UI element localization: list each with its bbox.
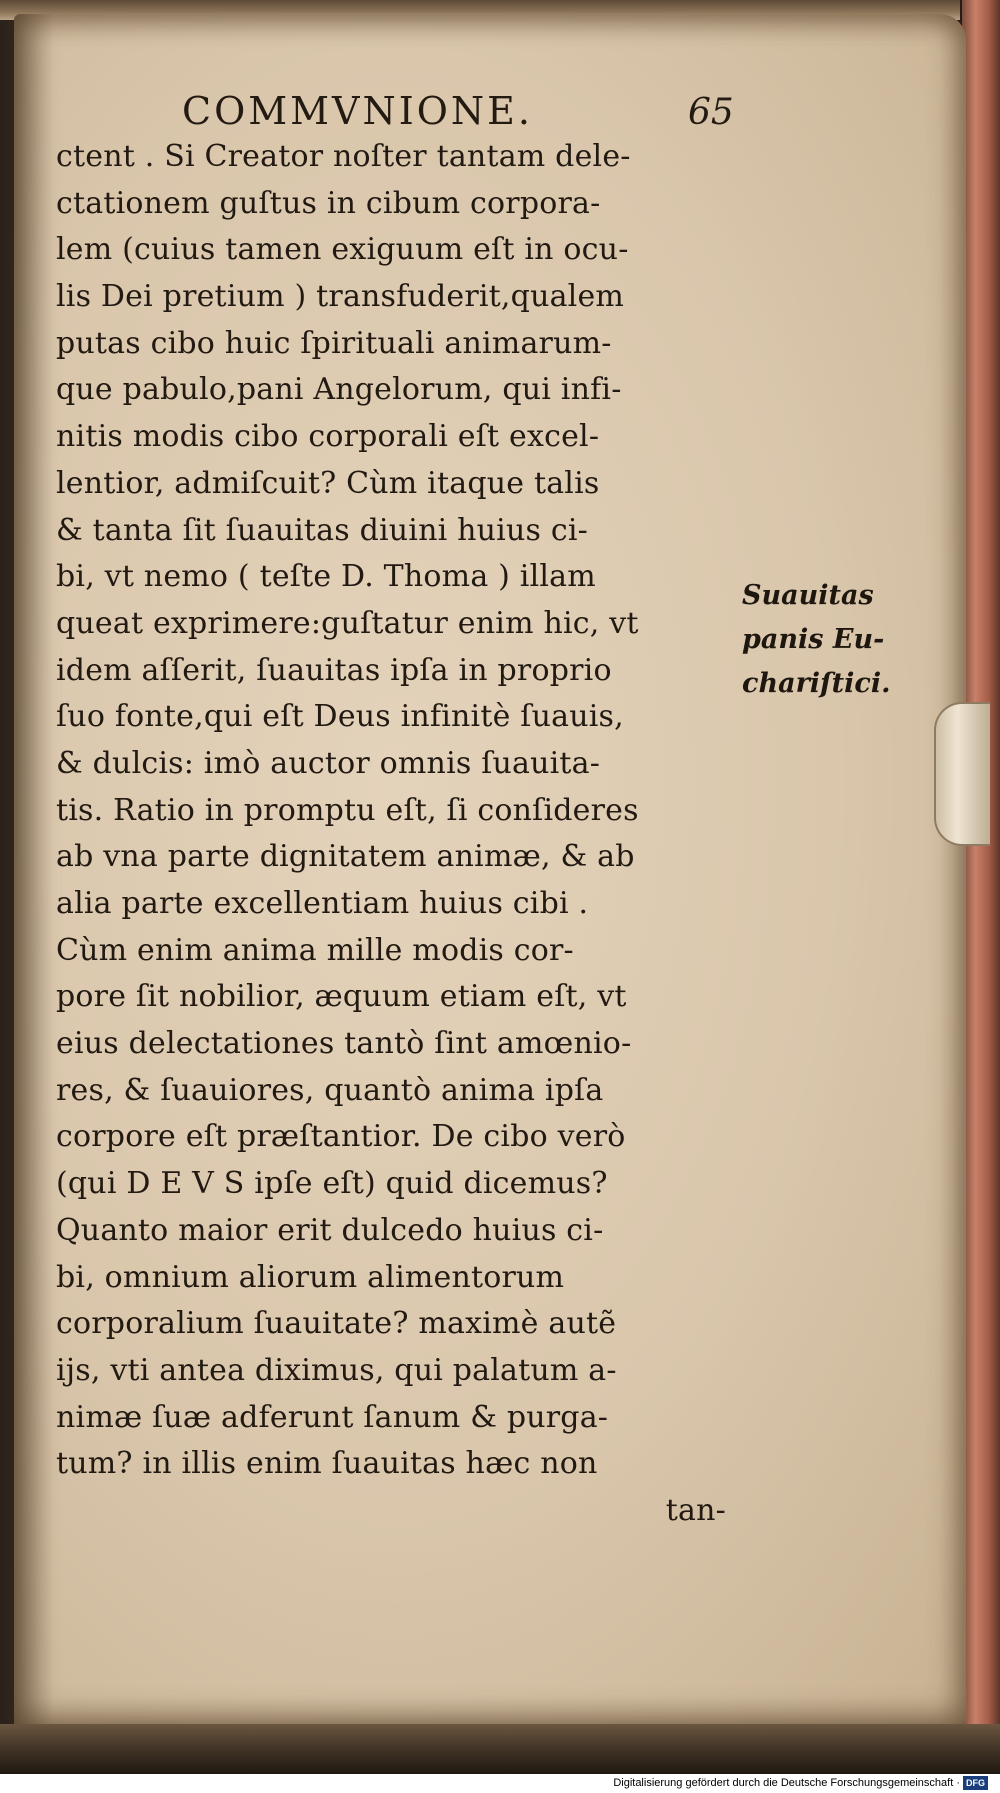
text-line: lis Dei pretium ) transfuderit,qualem [56, 279, 625, 315]
text-line: ſuo fonte,qui eſt Deus infinitè ſuauis, [56, 699, 624, 735]
text-line: queat exprimere:guſtatur enim hic, vt [56, 605, 639, 641]
dfg-logo-icon: DFG [963, 1776, 988, 1790]
text-line: eius delectationes tantò ſint amœnio- [56, 1026, 632, 1062]
marginal-note-line: chariſtici. [742, 668, 891, 699]
text-line: alia parte excellentiam huius cibi . [56, 886, 589, 921]
text-line: bi, omnium aliorum alimentorum [56, 1259, 565, 1295]
book-bottom-edge [0, 1724, 1000, 1774]
text-line: bi, vt nemo ( teſte D. Thoma ) illam [56, 559, 596, 595]
text-line: & tanta ſit ſuauitas diuini huius ci- [56, 512, 588, 548]
book-cover-edge [962, 0, 1000, 1760]
marginal-note [742, 574, 918, 706]
marginal-note-line: Suauitas [742, 580, 874, 611]
text-line: corpore eſt præſtantior. De cibo verò [56, 1119, 626, 1155]
text-line: & dulcis: imò auctor omnis ſuauita- [56, 745, 601, 781]
text-line: lentior, admiſcuit? Cùm itaque talis [56, 465, 600, 501]
text-line: putas cibo huic ſpirituali animarum- [56, 325, 612, 361]
text-line: nitis modis cibo corporali eſt excel- [56, 419, 600, 455]
text-line: Cùm enim anima mille modis cor- [56, 932, 574, 968]
text-line: tis. Ratio in promptu eſt, ſi conſideres [56, 792, 639, 828]
text-line: ab vna parte dignitatem animæ, & ab [56, 839, 635, 875]
text-line: res, & ſuauiores, quantò anima ipſa [56, 1072, 604, 1108]
book-clasp [934, 702, 990, 846]
marginal-note-line: panis Eu- [742, 624, 885, 655]
text-line: (qui D E V S ipſe eſt) quid dicemus? [56, 1166, 608, 1202]
catchword: tan- [665, 1492, 726, 1528]
body-text [56, 134, 736, 1535]
text-line: ctent . Si Creator noſter tantam dele- [56, 139, 631, 174]
running-head [0, 86, 930, 136]
footer-credit: Digitalisierung gefördert durch die Deutsche Forschungsgemeinschaft · [613, 1777, 960, 1789]
text-line: corporalium ſuauitate? maximè autẽ [56, 1306, 617, 1342]
text-line: que pabulo,pani Angelorum, qui infi- [56, 372, 622, 408]
text-line: lem (cuius tamen exiguum eſt in ocu- [56, 232, 629, 268]
text-line: Quanto maior erit dulcedo huius ci- [56, 1212, 604, 1248]
text-line: nimæ ſuæ adferunt ſanum & purga- [56, 1399, 609, 1435]
page-number: 65 [688, 92, 734, 133]
text-line: tum? in illis enim ſuauitas hæc non [56, 1446, 598, 1482]
spine-shadow [14, 14, 54, 1726]
text-line: pore ſit nobilior, æquum etiam eſt, vt [56, 979, 627, 1015]
text-line: ctationem guſtus in cibum corpora- [56, 185, 601, 221]
text-line: idem aſſerit, ſuauitas ipſa in proprio [56, 652, 612, 688]
running-title: COMMVNIONE. [182, 89, 533, 133]
text-line: ijs, vti antea diximus, qui palatum a- [56, 1352, 617, 1388]
